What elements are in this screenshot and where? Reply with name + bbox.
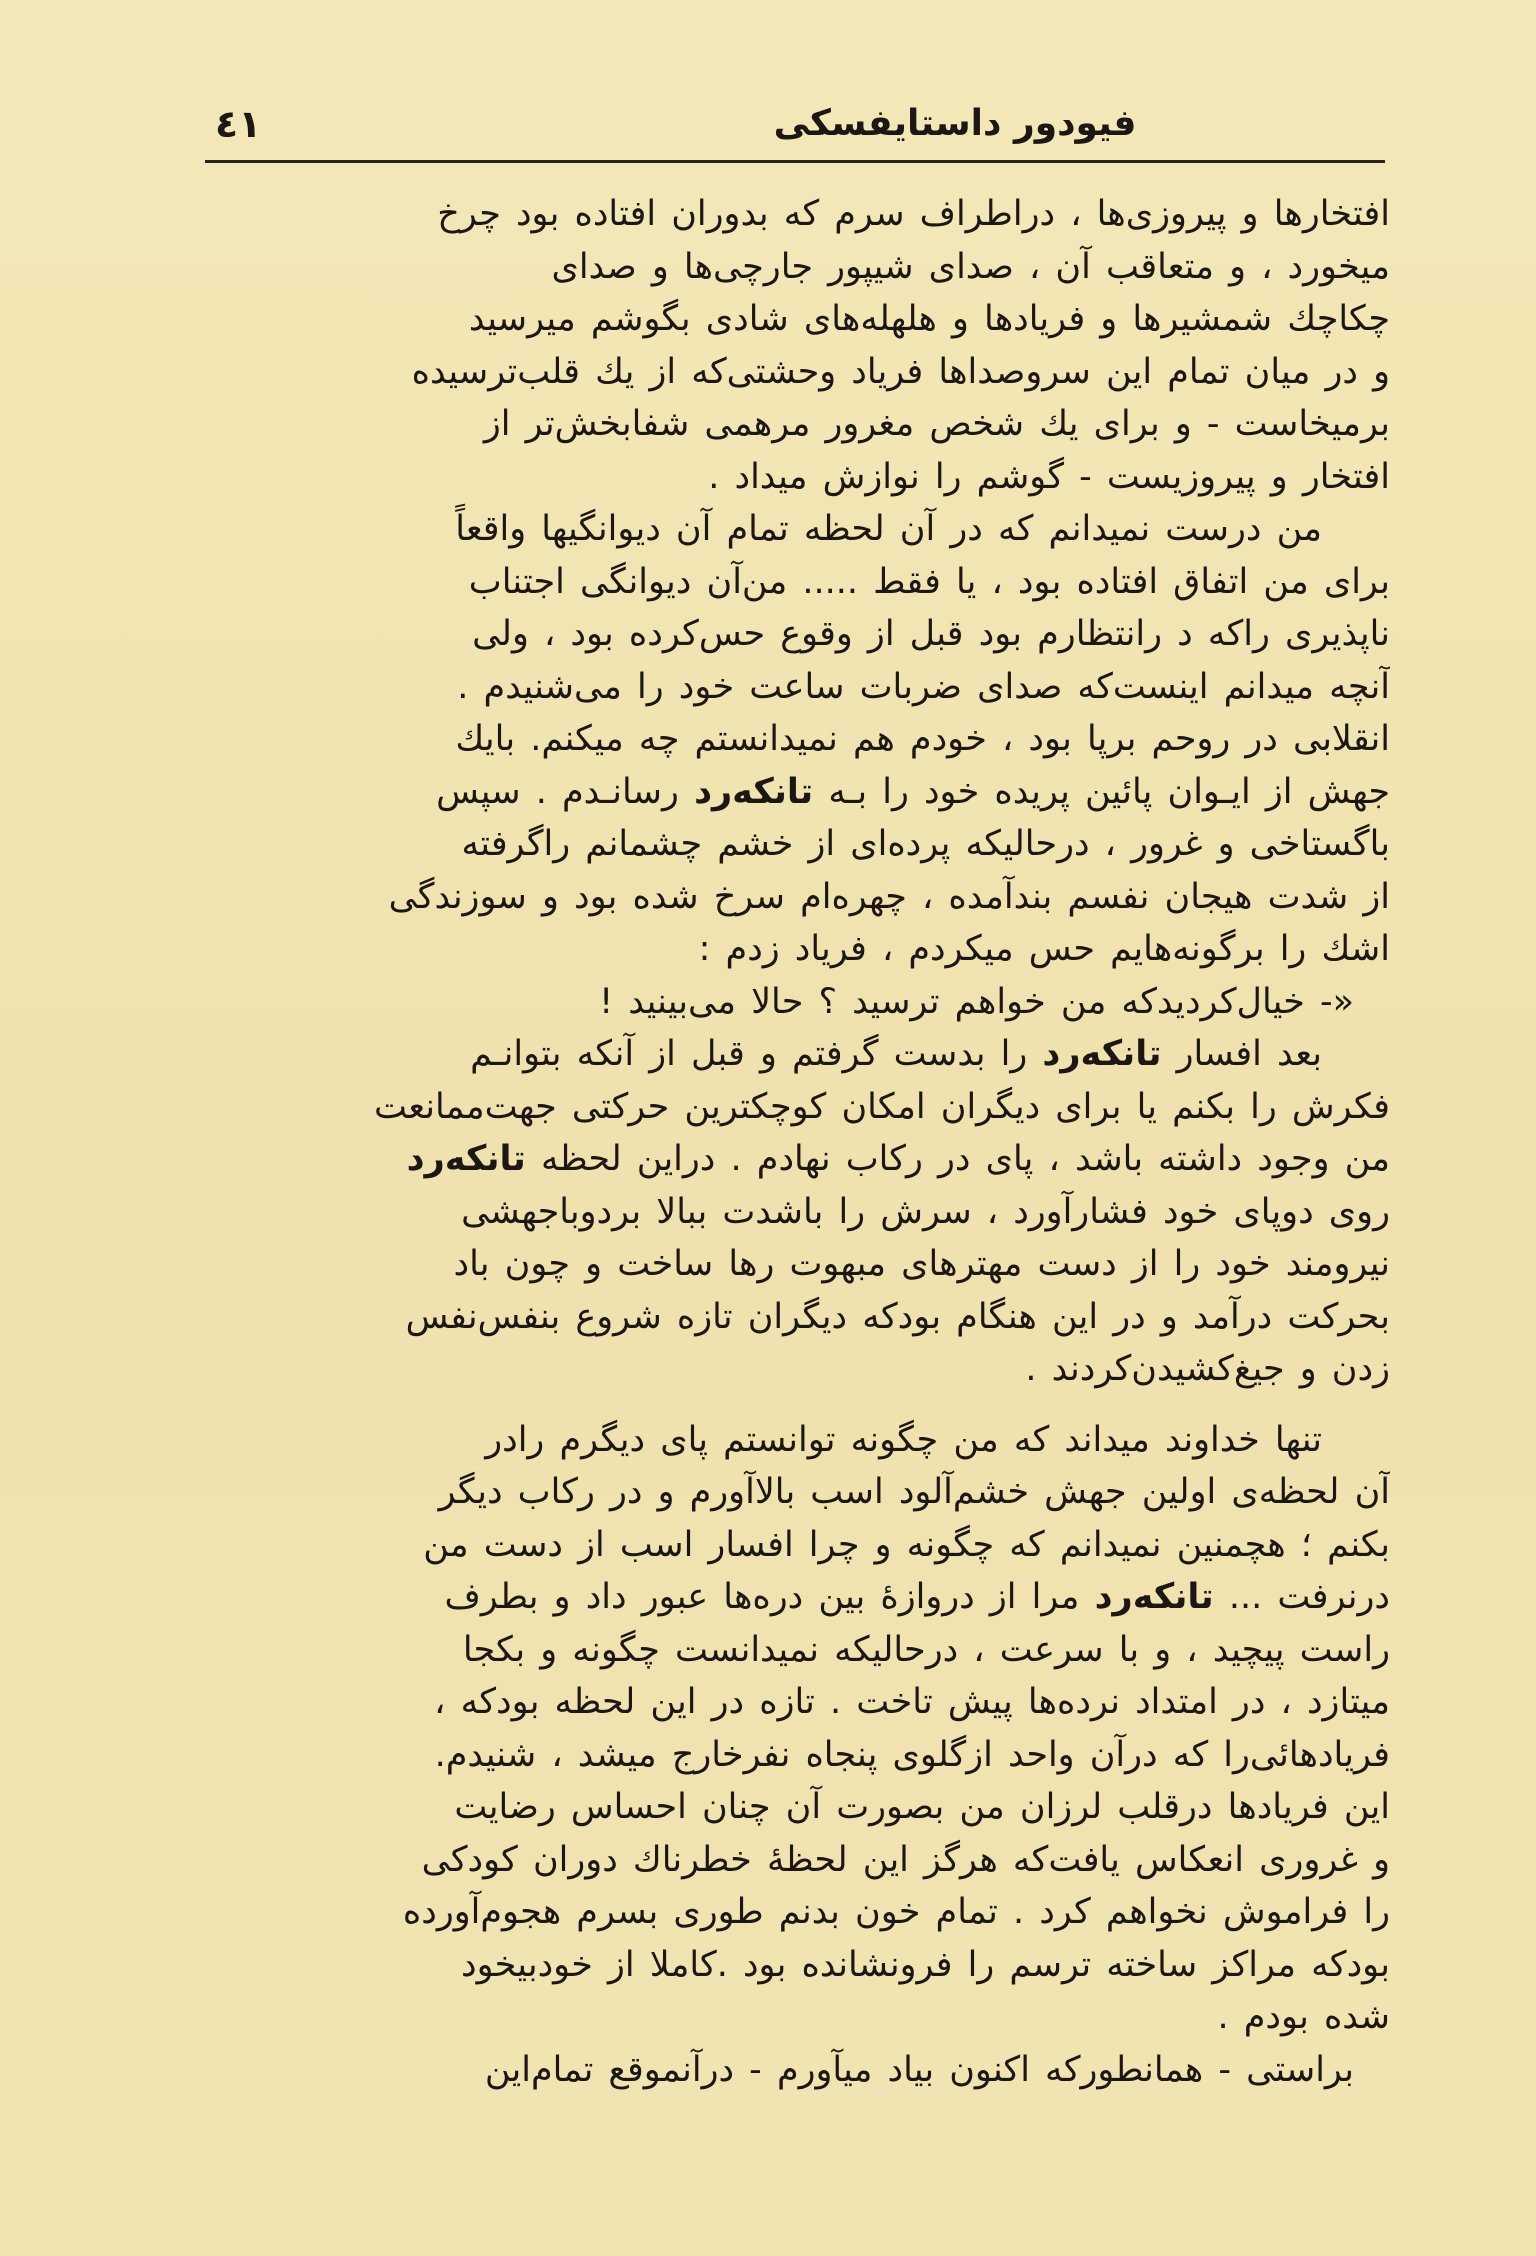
- name-tangered: تانکه‌رد: [406, 1139, 526, 1179]
- paragraph-start-line: براستی - همانطورکه اکنون بیاد میآورم - درآنموقع تمام‌این: [484, 2049, 1354, 2090]
- text-line: را فراموش نخواهم کرد . تمام خون بدنم طوری بسرم هجوم‌آورده: [402, 1892, 1390, 1932]
- page-header: [205, 95, 1385, 155]
- line-fragment: رسانـدم . سپس: [436, 771, 679, 812]
- text-line: بودکه مراکز ساخته ترسم را فرونشانده بود .کاملا از خودبیخود: [461, 1944, 1390, 1985]
- text-line: روی دوپای خود فشارآورد ، سرش را باشدت ببالا بردوباجهشی: [461, 1191, 1390, 1232]
- line-fragment: را بدست گرفتم و قبل از آنکه بتوانـم: [470, 1034, 1028, 1074]
- text-line: [222, 1133, 1390, 1186]
- text-line: بحرکت درآمد و در این هنگام بودکه دیگران تازه شروع بنفس‌نفس: [405, 1296, 1390, 1337]
- text-line: انقلابی در روحم برپا بود ، خودم هم نمیدانستم چه میکنم. بایك: [455, 719, 1390, 759]
- name-tangered: تانکه‌رد: [694, 771, 814, 812]
- text-line: [222, 766, 1390, 819]
- paragraph-start-line: تنها خداوند میداند که من چگونه توانستم پای دیگرم رادر: [485, 1419, 1322, 1460]
- text-line: اشك را برگونه‌هایم حس میکردم ، فریاد زدم :: [698, 929, 1390, 969]
- paragraph-start-line: [222, 1028, 1390, 1081]
- text-line: شده بودم .: [1217, 1997, 1390, 2037]
- text-line: میتازد ، در امتداد نرده‌ها پیش تاخت . تازه در این لحظه بودکه ،: [434, 1682, 1390, 1722]
- text-line: زدن و جیغ‌کشیدن‌کردند .: [1025, 1349, 1390, 1389]
- text-line: افتخارها و پیروزی‌ها ، دراطراف سرم که بدوران افتاده بود چرخ: [437, 194, 1390, 234]
- text-line: افتخار و پیروزیست - گوشم را نوازش میداد .: [708, 456, 1390, 497]
- text-line: آن لحظه‌ی اولین جهش خشم‌آلود اسب بالاآورم و در رکاب دیگر: [438, 1472, 1390, 1512]
- line-fragment: مرا از دروازهٔ بین دره‌ها عبور داد و بطرف: [444, 1577, 1080, 1617]
- text-line: فکرش را بکنم یا برای دیگران امکان کوچکترین حرکتی جهت‌ممانعت: [374, 1086, 1390, 1127]
- header-divider: [205, 160, 1385, 163]
- text-line: آنچه میدانم اینست‌که صدای ضربات ساعت خود را می‌شنیدم .: [457, 666, 1390, 707]
- line-fragment: درنرفت ...: [1228, 1577, 1390, 1617]
- text-line: برای من اتفاق افتاده بود ، یا فقط ..... من‌آن دیوانگی اجتناب: [468, 561, 1390, 602]
- text-line: میخورد ، و متعاقب آن ، صدای شیپور جارچی‌ها و صدای: [551, 246, 1390, 287]
- body-text: [222, 188, 1390, 2096]
- text-line: و غروری انعکاس یافت‌که هرگز این لحظهٔ خطرناك دوران کودکی: [421, 1839, 1390, 1880]
- text-line: این فریادها درقلب لرزان من بصورت آن چنان احساس رضایت: [454, 1787, 1390, 1827]
- text-line: باگستاخی و غرور ، درحالیکه پرده‌ای از خشم چشمانم راگرفته: [461, 824, 1390, 864]
- running-title: فیودور داستایفسکی: [773, 103, 1137, 144]
- text-line: ناپذیری راکه د رانتظارم بود قبل از وقوع حس‌کرده بود ، ولی: [472, 614, 1390, 654]
- text-line: و در میان تمام این سروصداها فریاد وحشتی‌که از یك قلب‌ترسیده: [411, 351, 1390, 392]
- text-line: نیرومند خود را از دست مهترهای مبهوت رها ساخت و چون باد: [453, 1244, 1390, 1284]
- line-fragment: جهش از ایـوان پائین پریده خود را بـه: [828, 771, 1390, 812]
- paragraph-gap: [222, 1396, 1390, 1414]
- text-line: راست پیچید ، و با سرعت ، درحالیکه نمیدانست چگونه و بکجا: [462, 1629, 1390, 1670]
- text-line: از شدت هیجان نفسم بندآمده ، چهره‌ام سرخ شده بود و سوزندگی: [388, 876, 1390, 917]
- line-fragment: بعد افسار: [1176, 1034, 1322, 1074]
- line-fragment: من وجود داشته باشد ، پای در رکاب نهادم . دراین لحظه: [540, 1139, 1390, 1179]
- text-line: برمیخاست - و برای یك شخص مغرور مرهمی شفابخش‌تر از: [483, 404, 1390, 444]
- paragraph-start-line: من درست نمیدانم که در آن لحظه تمام آن دیوانگیها واقعاً: [455, 509, 1322, 549]
- name-tangered: تانکه‌رد: [1042, 1034, 1162, 1074]
- text-line: بکنم ؛ هچمنین نمیدانم که چگونه و چرا افسار اسب از دست من: [423, 1524, 1390, 1565]
- text-line: فریادهائی‌را که درآن واحد ازگلوی پنجاه نفرخارج میشد ، شنیدم.: [434, 1734, 1390, 1775]
- text-line: [222, 1571, 1390, 1624]
- name-tangered: تانکه‌رد: [1094, 1577, 1214, 1617]
- text-line: چکاچك شمشیرها و فریادها و هلهله‌های شادی بگوشم میرسید: [468, 299, 1390, 339]
- page-number: ٤١: [215, 102, 262, 146]
- quote-line: «- خیال‌کردیدکه من خواهم ترسید ؟ حالا می‌بینید !: [599, 981, 1354, 1022]
